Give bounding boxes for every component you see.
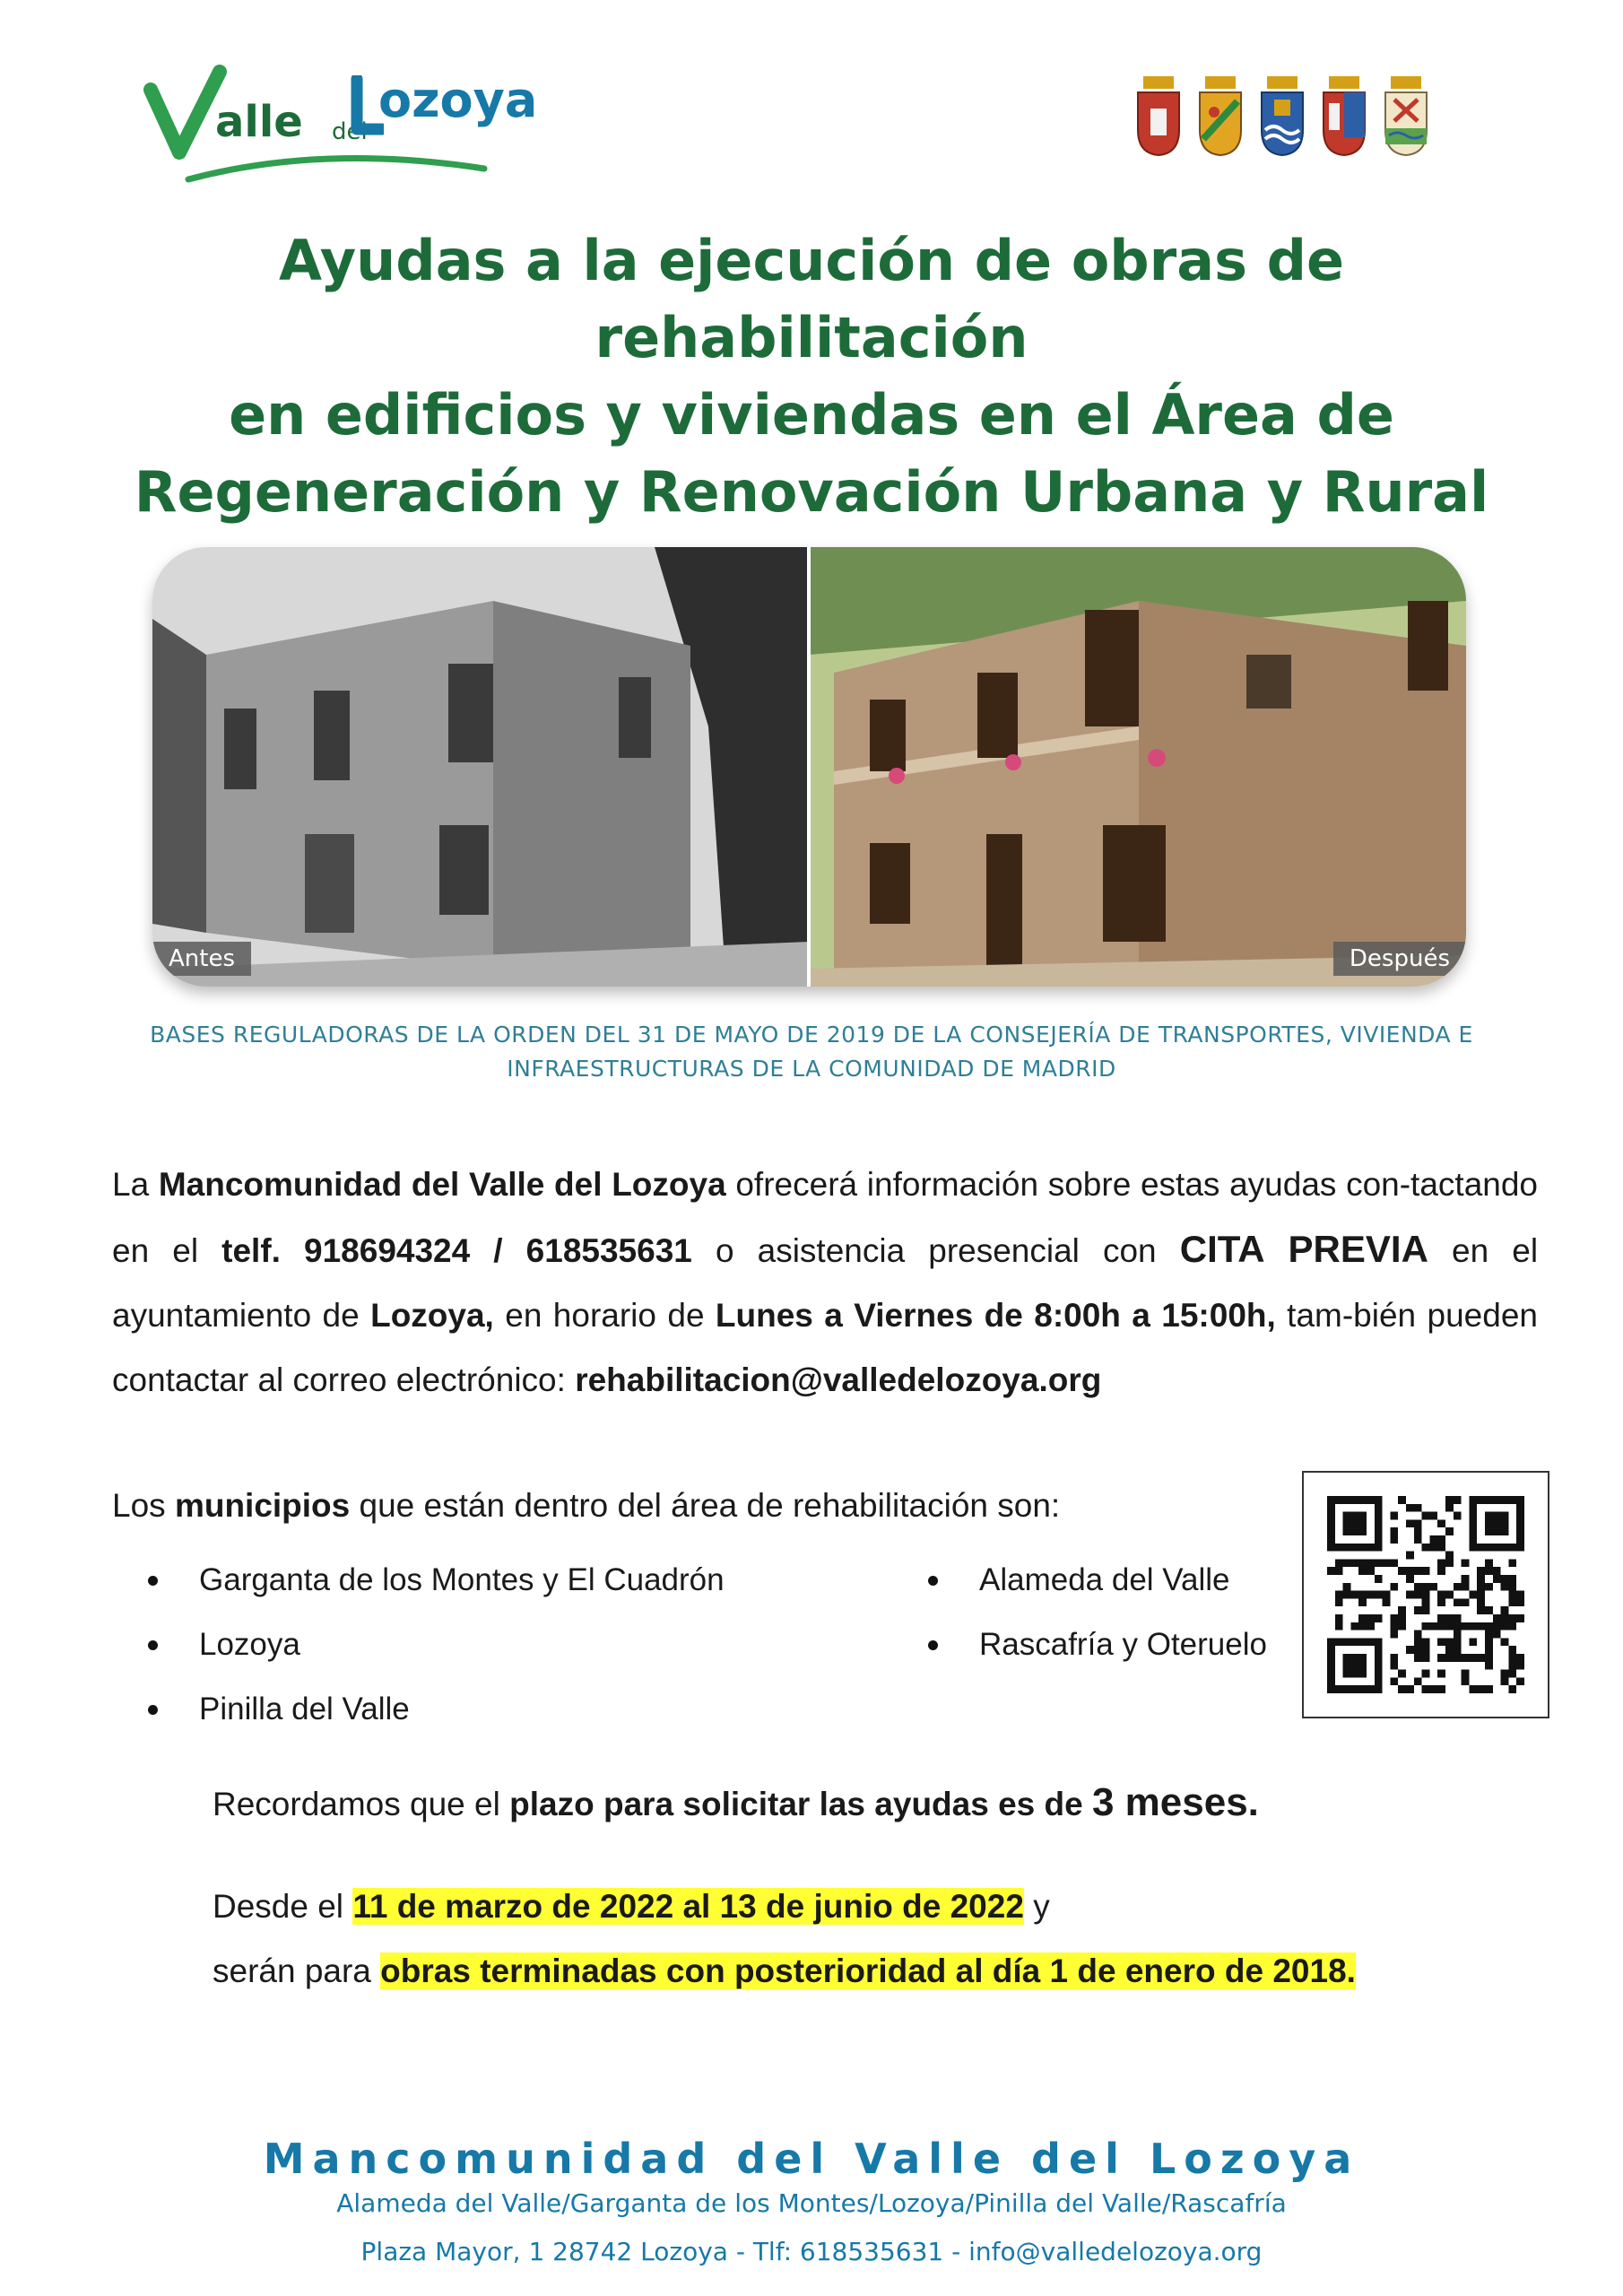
title-line-3: Regeneración y Renovación Urbana y Rural: [134, 459, 1489, 525]
before-after-photo: [152, 547, 1466, 987]
municipios-intro-bold: municipios: [174, 1487, 351, 1524]
bases-line-2: INFRAESTRUCTURAS DE LA COMUNIDAD DE MADRID: [507, 1056, 1116, 1082]
bases-reguladoras: [54, 1018, 1569, 1086]
shield-2-icon: [1196, 76, 1245, 157]
title-line-1: Ayudas a la ejecución de obras de rehabilitación: [278, 228, 1345, 370]
logo-swoosh-icon: [161, 126, 493, 188]
logo-word-alle: alle: [215, 97, 303, 147]
info-email[interactable]: rehabilitacion@valledelozoya.org: [575, 1361, 1102, 1398]
valle-del-lozoya-logo: [143, 63, 538, 179]
shield-5-icon: [1382, 76, 1430, 157]
plazo-pre: Recordamos que el: [213, 1786, 510, 1822]
municipal-shields: [1134, 76, 1430, 161]
fechas-line-1: [213, 1874, 1356, 1939]
list-item: Garganta de los Montes y El Cuadrón: [112, 1548, 919, 1613]
info-hours: Lunes a Viernes de 8:00h a 15:00h,: [715, 1297, 1276, 1334]
logo-word-del: del: [332, 118, 368, 145]
fechas-highlight-2: obras terminadas con posterioridad al día 1 de enero de 2018.: [380, 1952, 1356, 1989]
shield-1-icon: [1134, 76, 1183, 157]
fechas-post-1: y: [1023, 1888, 1050, 1925]
list-item: Lozoya: [112, 1613, 919, 1677]
footer-title: Mancomunidad del Valle del Lozoya: [263, 2135, 1360, 2183]
footer-contact: Plaza Mayor, 1 28742 Lozoya - Tlf: 618535631 - info@valledelozoya.org: [360, 2237, 1263, 2266]
municipios-intro: [112, 1487, 1060, 1525]
qr-code-icon: [1327, 1496, 1524, 1693]
info-text-4: en el ayuntamiento de: [112, 1232, 1539, 1334]
fechas-highlight-1: 11 de marzo de 2022 al 13 de junio de 2022: [352, 1888, 1024, 1925]
photo-label-after: Después: [1333, 942, 1466, 976]
municipios-intro-post: que están dentro del área de rehabilitación son:: [350, 1487, 1061, 1524]
footer-municipios: Alameda del Valle/Garganta de los Montes/Lozoya/Pinilla del Valle/Rascafría: [336, 2188, 1287, 2218]
page-title: [54, 222, 1569, 531]
fechas-pre-2: serán para: [213, 1952, 381, 1989]
info-text-2: ofrecerá información sobre estas ayudas con-tactando en el: [112, 1166, 1539, 1269]
info-text-3: o asistencia presencial con: [691, 1232, 1180, 1269]
info-text-5: en horario de: [493, 1297, 716, 1334]
shield-3-icon: [1258, 76, 1306, 157]
info-cita-previa: CITA PREVIA: [1179, 1228, 1428, 1270]
info-org: Mancomunidad del Valle del Lozoya: [158, 1166, 726, 1203]
info-phone: telf. 918694324 / 618535631: [221, 1232, 692, 1269]
fechas-line-2: [213, 1939, 1356, 2004]
plazo-bold: plazo para solicitar las ayudas es de: [509, 1786, 1092, 1822]
house-illustration: [152, 547, 1466, 987]
bases-line-1: BASES REGULADORAS DE LA ORDEN DEL 31 DE MAYO DE 2019 DE LA CONSEJERÍA DE TRANSPORTES, VIVIENDA E: [150, 1022, 1473, 1048]
list-item: Pinilla del Valle: [112, 1677, 919, 1742]
info-paragraph: [112, 1152, 1538, 1413]
list-item: Alameda del Valle: [892, 1548, 1341, 1613]
info-town: Lozoya,: [370, 1297, 494, 1334]
logo-word-lozoya: ozoya: [378, 72, 538, 128]
fechas-text: [213, 1874, 1356, 2004]
shield-4-icon: [1320, 76, 1368, 157]
title-line-2: en edificios y viviendas en el Área de: [229, 382, 1394, 448]
list-item: Rascafría y Oteruelo: [892, 1613, 1341, 1677]
municipios-intro-pre: Los: [112, 1487, 175, 1524]
info-text-1: La: [112, 1166, 159, 1203]
info-text-6: tam-bién pueden contactar al correo electrónico:: [112, 1297, 1538, 1398]
municipios-list-left: [112, 1548, 919, 1742]
fechas-pre-1: Desde el: [213, 1888, 353, 1925]
qr-code[interactable]: [1302, 1471, 1549, 1718]
municipios-list-right: [892, 1548, 1341, 1677]
photo-label-before: Antes: [152, 942, 251, 976]
plazo-big: 3 meses.: [1091, 1780, 1259, 1824]
plazo-text: [213, 1780, 1259, 1825]
